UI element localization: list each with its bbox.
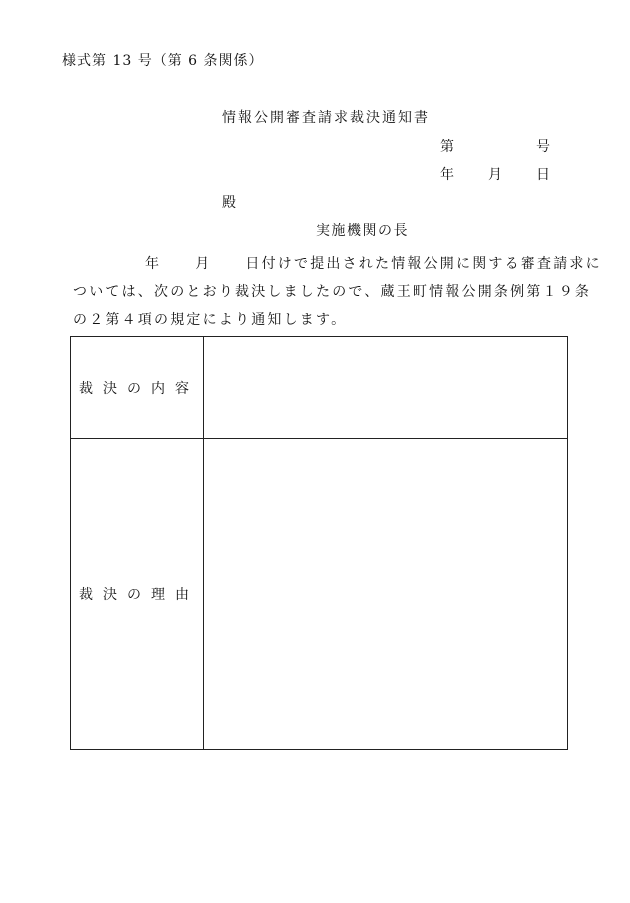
body-year-label: 年 xyxy=(145,256,162,272)
table-row xyxy=(71,337,567,439)
document-title: 情報公開審査請求裁決通知書 xyxy=(222,110,430,126)
form-number: 様式第 13 号（第 6 条関係） xyxy=(62,53,264,69)
date-month-label: 月 xyxy=(488,167,504,183)
date-day-label: 日 xyxy=(536,167,552,183)
decision-table xyxy=(70,336,568,750)
body-paragraph xyxy=(73,250,602,334)
decision-content-label: 裁決の内容 xyxy=(79,380,199,397)
number-suffix: 号 xyxy=(536,139,552,155)
body-line-3: の２第４項の規定により通知します。 xyxy=(73,312,348,328)
decision-reason-label-cell xyxy=(71,439,204,749)
body-line-2: ついては、次のとおり裁決しましたので、蔵王町情報公開条例第１９条 xyxy=(73,284,592,300)
addressee-suffix: 殿 xyxy=(222,195,238,211)
sender-name: 実施機関の長 xyxy=(316,223,409,239)
decision-reason-label: 裁決の理由 xyxy=(79,587,199,603)
date-year-label: 年 xyxy=(440,167,456,183)
body-line-1-rest: 日付けで提出された情報公開に関する審査請求に xyxy=(245,256,602,272)
number-prefix: 第 xyxy=(440,139,456,155)
body-month-label: 月 xyxy=(195,256,212,272)
body-line-1 xyxy=(73,250,602,278)
decision-content-label-cell xyxy=(71,337,204,438)
table-row xyxy=(71,439,567,749)
decision-reason-field[interactable] xyxy=(204,439,567,749)
decision-content-field[interactable] xyxy=(204,337,567,438)
